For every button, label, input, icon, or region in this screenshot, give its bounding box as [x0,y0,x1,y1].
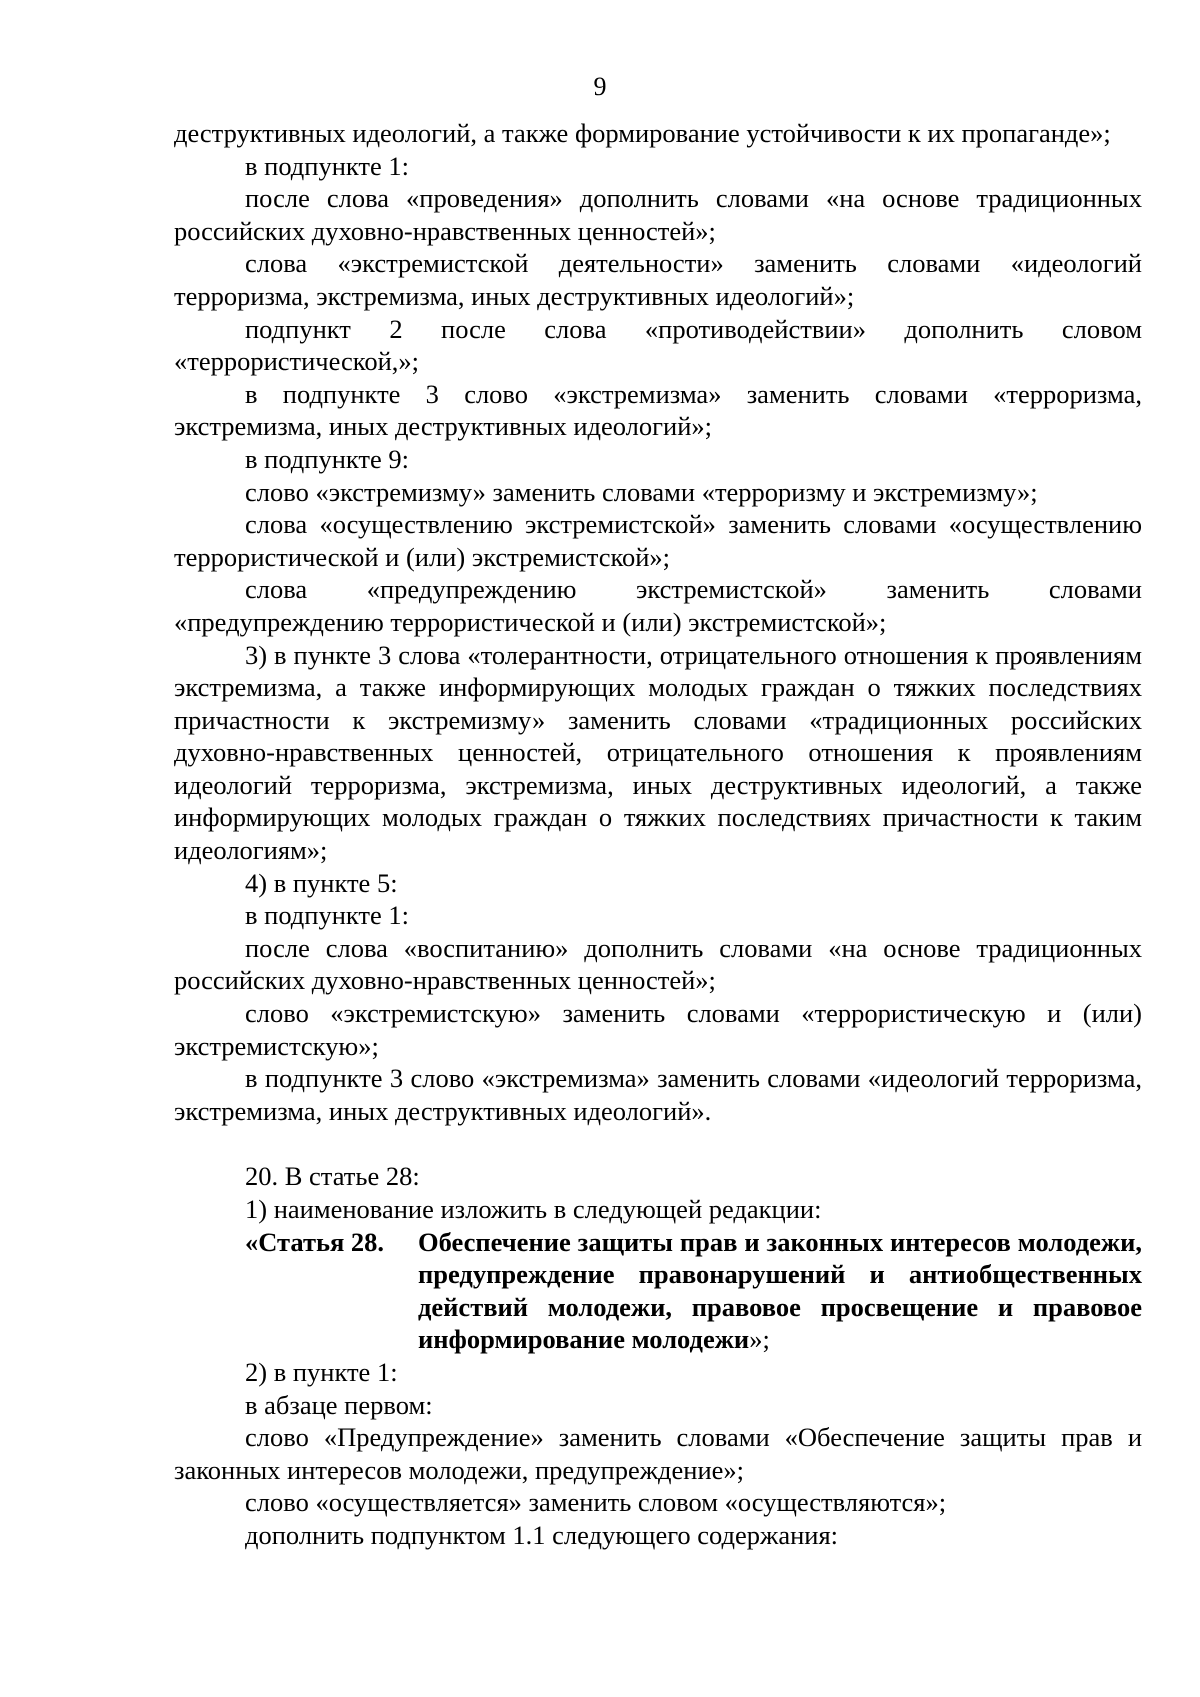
paragraph: слова «осуществлению экстремистской» заменить словами «осуществлению террористической и (или) экстремистской»; [174,509,1142,572]
paragraph: слово «Предупреждение» заменить словами «Обеспечение защиты прав и законных интересов молодежи, предупреждение»; [174,1422,1142,1485]
paragraph: слова «экстремистской деятельности» заменить словами «идеологий терроризма, экстремизма, иных деструктивных идеологий»; [174,248,1142,311]
article-heading [245,1226,1142,1356]
paragraph: 20. В статье 28: [245,1161,420,1192]
section-gap [174,1127,1142,1160]
paragraph: 4) в пункте 5: [245,867,398,898]
page-number: 9 [593,72,607,101]
paragraph: в подпункте 1: [245,150,410,181]
paragraph: подпункт 2 после слова «противодействии» дополнить словом «террористической,»; [174,313,1142,377]
amendments-article-28-point-1 [174,1356,1142,1552]
paragraph: после слова «воспитанию» дополнить словами «на основе традиционных российских духовно-нравственных ценностей»; [174,932,1142,996]
paragraph: в подпункте 9: [245,443,410,474]
article-number: «Статья 28. [245,1226,385,1257]
paragraph: дополнить подпунктом 1.1 следующего содержания: [245,1519,839,1550]
paragraph: деструктивных идеологий, а также формирование устойчивости к их пропаганде»; [174,118,1111,148]
article-title-text: Обеспечение защиты прав и законных интересов молодежи, предупреждение правонарушений и антиобщественных действий молодежи, правовое просвещение и правовое информирование молодежи [418,1226,1142,1355]
paragraph: в подпункте 1: [245,900,410,931]
paragraph: в подпункте 3 слово «экстремизма» заменить словами «терроризма, экстремизма, иных деструктивных идеологий»; [174,378,1142,442]
amendments-article-27 [174,117,1142,1127]
paragraph: после слова «проведения» дополнить словами «на основе традиционных российских духовно-нравственных ценностей»; [174,183,1142,246]
paragraph: в подпункте 3 слово «экстремизма» заменить словами «идеологий терроризма, экстремизма, иных деструктивных идеологий». [174,1063,1142,1126]
paragraph: 1) наименование изложить в следующей редакции: [245,1194,822,1224]
document-body [174,117,1142,1552]
amendments-article-28-intro [174,1160,1142,1225]
paragraph: 2) в пункте 1: [245,1356,398,1387]
article-title-closing: »; [749,1324,770,1355]
paragraph: 3) в пункте 3 слова «толерантности, отрицательного отношения к проявлениям экстремизма, а также информирующих молодых граждан о тяжких последствиях причастности к экстремизму» заменить словами «традиционных российских духовно-нравственных ценностей, отрицательного отношения к проявлениям идеологий терроризма, экстремизма, иных деструктивных идеологий, а также информирующих молодых граждан о тяжких последствиях причастности к таким идеологиям»; [174,639,1142,866]
article-title [418,1226,1142,1356]
paragraph: слова «предупреждению экстремистской» заменить словами «предупреждению террористической и (или) экстремистской»; [174,574,1142,637]
paragraph: слово «экстремизму» заменить словами «терроризму и экстремизму»; [245,476,1038,507]
paragraph: слово «осуществляется» заменить словом «осуществляются»; [245,1487,947,1518]
paragraph: в абзаце первом: [245,1389,433,1420]
paragraph: слово «экстремистскую» заменить словами «террористическую и (или) экстремистскую»; [174,998,1142,1061]
